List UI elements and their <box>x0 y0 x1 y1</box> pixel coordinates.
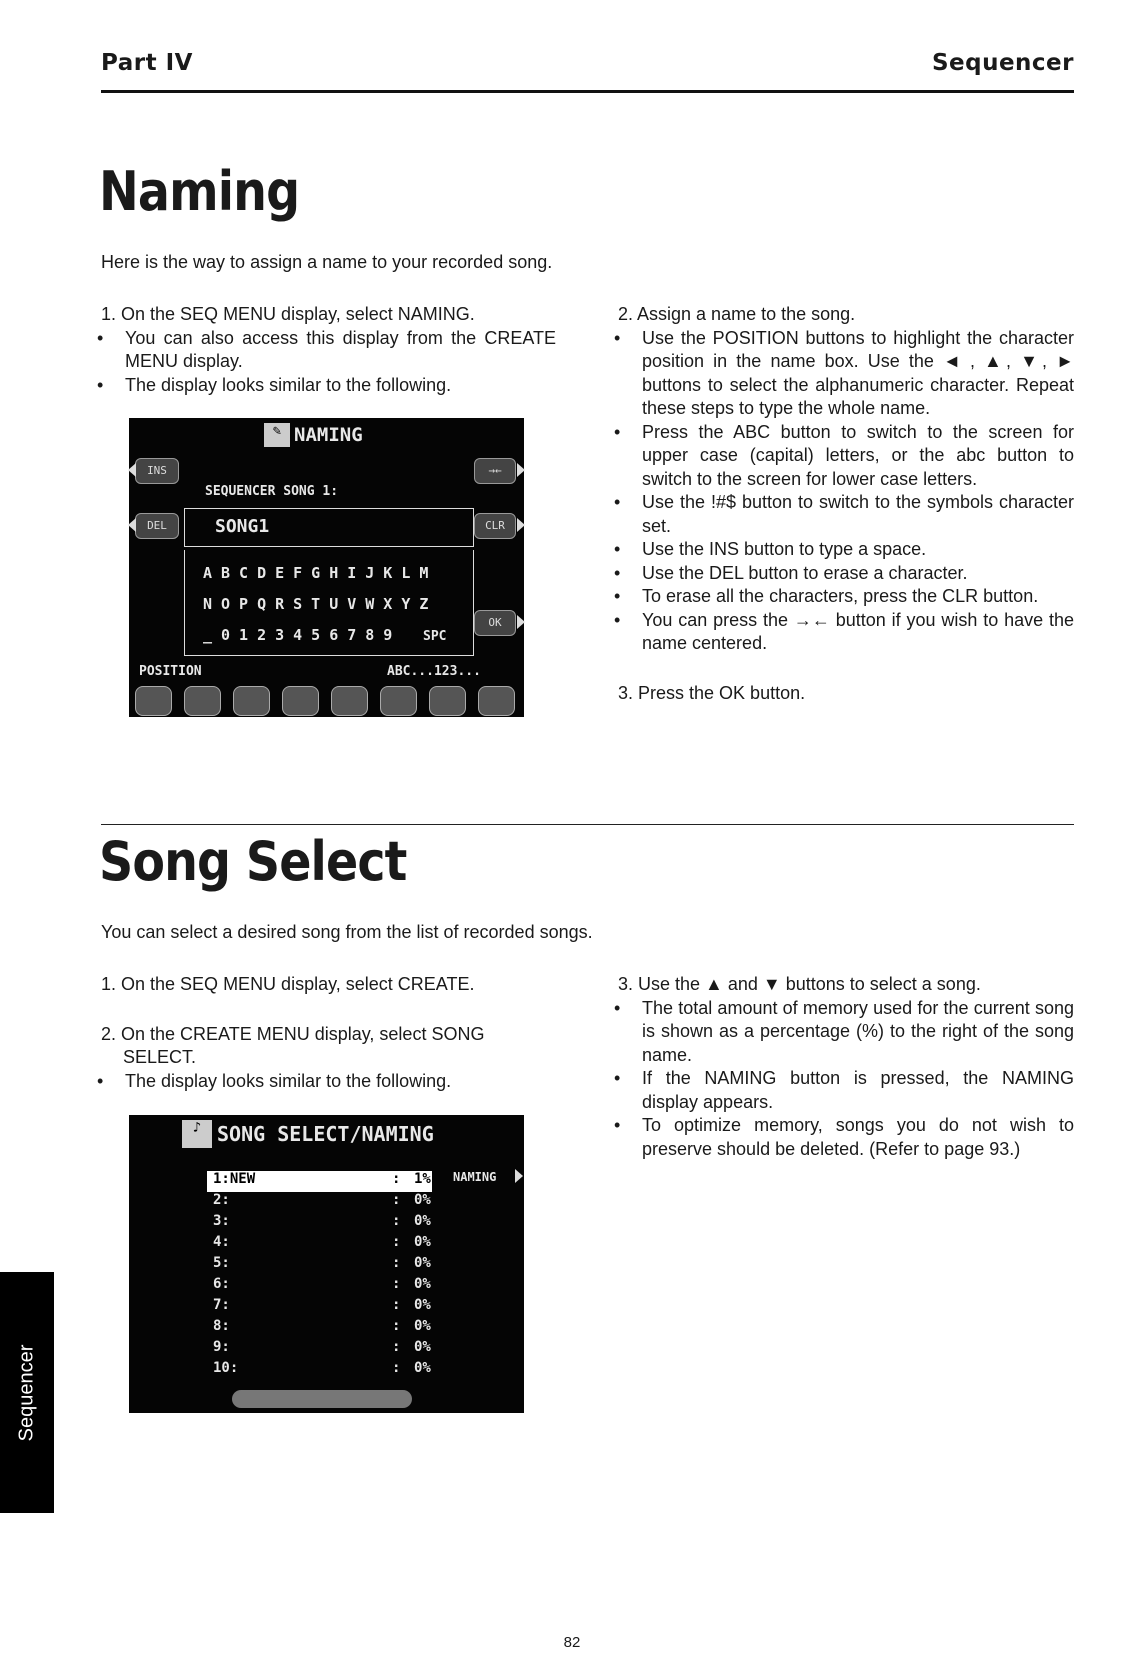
song-memory-percent: 0% <box>414 1360 431 1376</box>
arrow-right-icon <box>515 1169 523 1183</box>
song-select-left-column <box>101 973 556 1093</box>
song-separator: : <box>392 1171 401 1187</box>
song-right-item: • If the NAMING button is pressed, the NAMING display appears. <box>618 1067 1074 1114</box>
screen-label: SEQUENCER SONG 1: <box>205 484 339 499</box>
song-separator: : <box>392 1318 401 1334</box>
naming-right-column <box>618 303 1074 705</box>
song-name: 3: <box>213 1213 230 1229</box>
song-right-item: • The total amount of memory used for the current song is shown as a percentage (%) to the right of the song name. <box>618 997 1074 1068</box>
side-tab: Sequencer <box>0 1272 54 1513</box>
song-name: 8: <box>213 1318 230 1334</box>
naming-right-item: 3. Press the OK button. <box>618 682 806 703</box>
scroll-buttons[interactable] <box>232 1390 412 1408</box>
song-name: 4: <box>213 1234 230 1250</box>
song-left-item: • The display looks similar to the following. <box>101 1070 556 1094</box>
naming-right-item: • Use the !#$ button to switch to the symbols character set. <box>618 491 1074 538</box>
naming-left-column <box>101 303 556 397</box>
song-name: 5: <box>213 1255 230 1271</box>
song-memory-percent: 0% <box>414 1276 431 1292</box>
arrow-left-icon <box>128 518 136 532</box>
song-row[interactable] <box>207 1171 432 1192</box>
screen-ok-button[interactable]: OK <box>474 610 516 636</box>
song-memory-percent: 0% <box>414 1297 431 1313</box>
screen-title: NAMING <box>294 424 363 446</box>
song-select-icon: ♪ <box>182 1120 212 1148</box>
song-row[interactable] <box>207 1234 432 1255</box>
position-right-button[interactable] <box>184 686 221 716</box>
char-row-2[interactable]: NOPQRSTUVWXYZ <box>203 595 438 613</box>
song-row[interactable] <box>207 1192 432 1213</box>
song-separator: : <box>392 1339 401 1355</box>
song-separator: : <box>392 1234 401 1250</box>
naming-right-item: • Use the DEL button to erase a character. <box>618 562 1074 586</box>
arrow-right-icon <box>517 518 525 532</box>
mode-label: ABC...123... <box>387 664 481 679</box>
song-row[interactable] <box>207 1297 432 1318</box>
song-row[interactable] <box>207 1255 432 1276</box>
section-divider <box>101 824 1074 825</box>
naming-right-item: • You can press the →← button if you wish to have the name centered. <box>618 609 1074 656</box>
song-memory-percent: 0% <box>414 1318 431 1334</box>
song-separator: : <box>392 1213 401 1229</box>
song-row[interactable] <box>207 1213 432 1234</box>
header-rule <box>101 90 1074 93</box>
song-name: 1:NEW <box>213 1171 256 1187</box>
song-separator: : <box>392 1360 401 1376</box>
song-name: 2: <box>213 1192 230 1208</box>
symbols-button[interactable] <box>331 686 368 716</box>
song-separator: : <box>392 1276 401 1292</box>
song-row[interactable] <box>207 1276 432 1297</box>
naming-right-item <box>618 656 1074 682</box>
screen-right-button-1[interactable]: →← <box>474 458 516 484</box>
song-separator: : <box>392 1192 401 1208</box>
song-name: 7: <box>213 1297 230 1313</box>
song-row[interactable] <box>207 1339 432 1360</box>
song-row[interactable] <box>207 1318 432 1339</box>
song-memory-percent: 1% <box>414 1171 431 1187</box>
naming-left-item: • You can also access this display from the CREATE MENU display. <box>101 327 556 374</box>
naming-right-item: • Use the POSITION buttons to highlight the character position in the name box. Use the ◄ , ▲, ▼, ► buttons to select the alphanumeric character. Repeat these steps to type the whole name. <box>618 327 1074 421</box>
naming-icon: ✎ <box>264 423 290 447</box>
char-right-button[interactable] <box>478 686 515 716</box>
song-memory-percent: 0% <box>414 1339 431 1355</box>
char-up-down-button[interactable] <box>429 686 466 716</box>
naming-button[interactable]: NAMING <box>453 1170 497 1184</box>
song-left-item <box>101 997 556 1023</box>
song-separator: : <box>392 1297 401 1313</box>
arrow-left-icon <box>128 463 136 477</box>
position-label: POSITION <box>139 664 202 679</box>
screen-left-button-1[interactable]: INS <box>135 458 179 484</box>
song-separator: : <box>392 1255 401 1271</box>
song-name: 6: <box>213 1276 230 1292</box>
song-name: 9: <box>213 1339 230 1355</box>
naming-left-item: 1. On the SEQ MENU display, select NAMING. <box>101 304 475 324</box>
abc-lower-button[interactable] <box>282 686 319 716</box>
song-select-screen <box>129 1115 524 1413</box>
name-box[interactable] <box>184 508 474 547</box>
song-memory-percent: 0% <box>414 1213 431 1229</box>
song-memory-percent: 0% <box>414 1234 431 1250</box>
naming-screen <box>129 418 524 717</box>
header-part: Part IV <box>101 50 193 76</box>
song-select-title: Song Select <box>99 830 407 893</box>
char-row-1[interactable]: ABCDEFGHIJKLM <box>203 564 438 582</box>
naming-left-item: • The display looks similar to the following. <box>101 374 556 398</box>
naming-title: Naming <box>99 160 300 223</box>
abc-upper-button[interactable] <box>233 686 270 716</box>
arrow-right-icon <box>517 463 525 477</box>
arrow-right-icon <box>517 615 525 629</box>
song-right-item: 3. Use the ▲ and ▼ buttons to select a song. <box>618 974 981 994</box>
song-left-item: 2. On the CREATE MENU display, select SONG SELECT. <box>101 1023 485 1067</box>
naming-right-item: • To erase all the characters, press the CLR button. <box>618 585 1074 609</box>
naming-intro: Here is the way to assign a name to your recorded song. <box>101 252 553 272</box>
song-row[interactable] <box>207 1360 432 1381</box>
screen-left-button-2[interactable]: DEL <box>135 513 179 539</box>
space-key[interactable]: SPC <box>423 629 447 644</box>
song-name: 10: <box>213 1360 239 1376</box>
naming-right-item: • Press the ABC button to switch to the screen for upper case (capital) letters, or the abc button to switch to the screen for lower case letters. <box>618 421 1074 492</box>
naming-right-item: 2. Assign a name to the song. <box>618 304 856 324</box>
char-left-button[interactable] <box>380 686 417 716</box>
header-section: Sequencer <box>931 50 1074 76</box>
song-memory-percent: 0% <box>414 1192 431 1208</box>
song-memory-percent: 0% <box>414 1255 431 1271</box>
song-left-item: 1. On the SEQ MENU display, select CREATE. <box>101 974 475 994</box>
naming-right-item: • Use the INS button to type a space. <box>618 538 1074 562</box>
position-left-button[interactable] <box>135 686 172 716</box>
song-screen-title: SONG SELECT/NAMING <box>217 1122 434 1146</box>
song-select-right-column <box>618 973 1074 1161</box>
name-value: SONG1 <box>215 516 270 537</box>
song-select-intro: You can select a desired song from the list of recorded songs. <box>101 922 593 942</box>
song-right-item: • To optimize memory, songs you do not wish to preserve should be deleted. (Refer to page 93.) <box>618 1114 1074 1161</box>
page-number: 82 <box>563 1634 581 1651</box>
screen-right-button-2[interactable]: CLR <box>474 513 516 539</box>
char-row-3[interactable]: _0123456789 <box>203 626 402 644</box>
character-grid[interactable] <box>184 550 474 656</box>
